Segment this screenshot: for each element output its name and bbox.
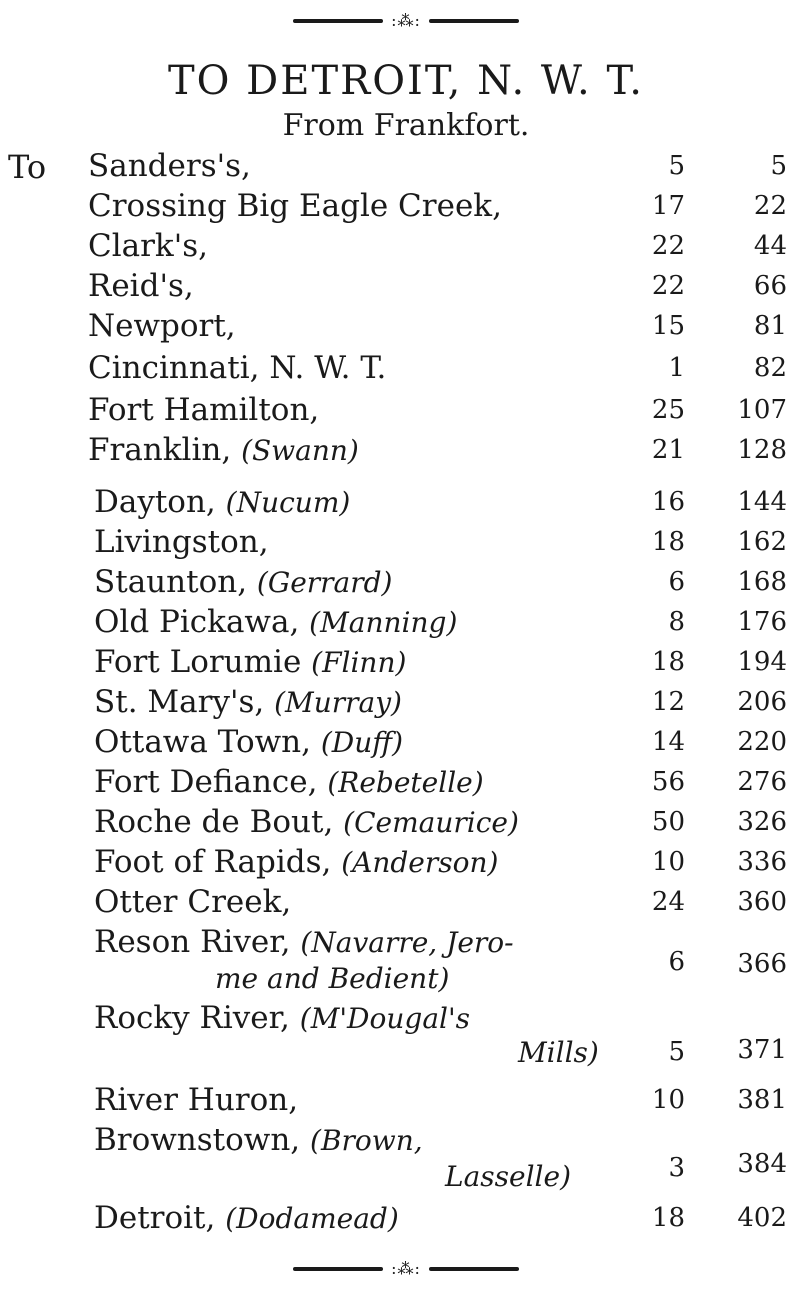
host-name: (Manning) <box>309 606 458 639</box>
place-name: St. Mary's, <box>94 684 265 720</box>
host-name: (Rebetelle) <box>327 766 484 799</box>
total-distance: 220 <box>737 727 787 757</box>
leg-distance: 15 <box>651 311 685 341</box>
page-subtitle: From Frankfort. <box>282 108 530 143</box>
place-name: Fort Lorumie <box>94 644 302 680</box>
host-name: (Nucum) <box>225 486 351 519</box>
host-name: (Duff) <box>320 726 404 759</box>
leg-distance: 25 <box>651 395 685 425</box>
total-distance: 128 <box>737 435 787 465</box>
total-distance: 176 <box>737 607 787 637</box>
total-distance: 276 <box>737 767 787 797</box>
place-name: Reid's, <box>88 268 194 304</box>
leg-distance: 12 <box>651 687 685 717</box>
leg-distance: 50 <box>651 807 685 837</box>
host-name: (Navarre, Jero- <box>300 926 514 959</box>
host-name: (Cemaurice) <box>343 806 519 839</box>
total-distance: 194 <box>737 647 787 677</box>
total-distance: 326 <box>737 807 787 837</box>
place-name: Reson River, <box>94 924 291 960</box>
page-title: TO DETROIT, N. W. T. <box>167 58 644 104</box>
total-distance: 66 <box>753 271 787 301</box>
host-name: (Anderson) <box>341 846 499 879</box>
ornament-star-icon: :⁂: <box>391 1258 421 1278</box>
place-name: Franklin, <box>88 432 232 468</box>
place-name: Brownstown, <box>94 1122 301 1158</box>
leg-distance: 14 <box>651 727 685 757</box>
place-name: Newport, <box>88 308 236 344</box>
place-name: Fort Hamilton, <box>88 392 320 428</box>
place-name: Clark's, <box>88 228 209 264</box>
place-name: Otter Creek, <box>94 884 292 920</box>
ornament-bar-right <box>429 1267 519 1271</box>
host-name-continued: Lasselle) <box>445 1160 571 1193</box>
total-distance: 366 <box>737 949 787 979</box>
place-name: Dayton, <box>94 484 216 520</box>
total-distance: 81 <box>753 311 787 341</box>
place-name: Detroit, <box>94 1200 216 1236</box>
leg-distance: 18 <box>651 1203 685 1233</box>
leg-distance: 16 <box>651 487 685 517</box>
leg-distance: 6 <box>668 947 685 977</box>
leg-distance: 18 <box>651 527 685 557</box>
ornament-bar-left <box>293 1267 383 1271</box>
host-name: (Swann) <box>241 434 359 467</box>
place-name: Sanders's, <box>88 148 251 184</box>
leg-distance: 10 <box>651 847 685 877</box>
ornament-star-icon: :⁂: <box>391 10 421 30</box>
place-name: Fort Defiance, <box>94 764 318 800</box>
total-distance: 206 <box>737 687 787 717</box>
leg-distance: 56 <box>651 767 685 797</box>
place-name: Cincinnati, N. W. T. <box>88 350 387 386</box>
leg-distance: 1 <box>668 353 685 383</box>
place-name: Livingston, <box>94 524 269 560</box>
place-name: Ottawa Town, <box>94 724 311 760</box>
leg-distance: 3 <box>668 1153 685 1183</box>
leg-distance: 21 <box>651 435 685 465</box>
total-distance: 371 <box>737 1035 787 1065</box>
leg-distance: 10 <box>651 1085 685 1115</box>
host-name: (M'Dougal's <box>299 1002 471 1035</box>
total-distance: 5 <box>770 151 787 181</box>
total-distance: 384 <box>737 1149 787 1179</box>
leg-distance: 22 <box>651 231 685 261</box>
host-name: (Brown, <box>310 1124 423 1157</box>
total-distance: 402 <box>737 1203 787 1233</box>
bottom-ornament <box>0 1256 812 1280</box>
place-name: Crossing Big Eagle Creek, <box>88 188 502 224</box>
leg-distance: 17 <box>651 191 685 221</box>
leg-distance: 6 <box>668 567 685 597</box>
host-name: (Gerrard) <box>256 566 393 599</box>
host-name: (Dodamead) <box>225 1202 399 1235</box>
place-name: River Huron, <box>94 1082 299 1118</box>
leg-distance: 22 <box>651 271 685 301</box>
place-name: Foot of Rapids, <box>94 844 332 880</box>
to-label: To <box>8 148 47 186</box>
leg-distance: 5 <box>668 1037 685 1067</box>
total-distance: 82 <box>753 353 787 383</box>
total-distance: 107 <box>737 395 787 425</box>
total-distance: 360 <box>737 887 787 917</box>
leg-distance: 8 <box>668 607 685 637</box>
leg-distance: 24 <box>651 887 685 917</box>
host-name-continued: Mills) <box>518 1036 599 1069</box>
place-name: Rocky River, <box>94 1000 290 1036</box>
total-distance: 22 <box>753 191 787 221</box>
total-distance: 44 <box>753 231 787 261</box>
host-name: (Flinn) <box>311 646 407 679</box>
total-distance: 336 <box>737 847 787 877</box>
leg-distance: 18 <box>651 647 685 677</box>
total-distance: 162 <box>737 527 787 557</box>
host-name: (Murray) <box>274 686 402 719</box>
host-name-continued: me and Bedient) <box>215 962 450 995</box>
total-distance: 144 <box>737 487 787 517</box>
leg-distance: 5 <box>668 151 685 181</box>
place-name: Staunton, <box>94 564 248 600</box>
total-distance: 381 <box>737 1085 787 1115</box>
place-name: Old Pickawa, <box>94 604 300 640</box>
place-name: Roche de Bout, <box>94 804 334 840</box>
total-distance: 168 <box>737 567 787 597</box>
